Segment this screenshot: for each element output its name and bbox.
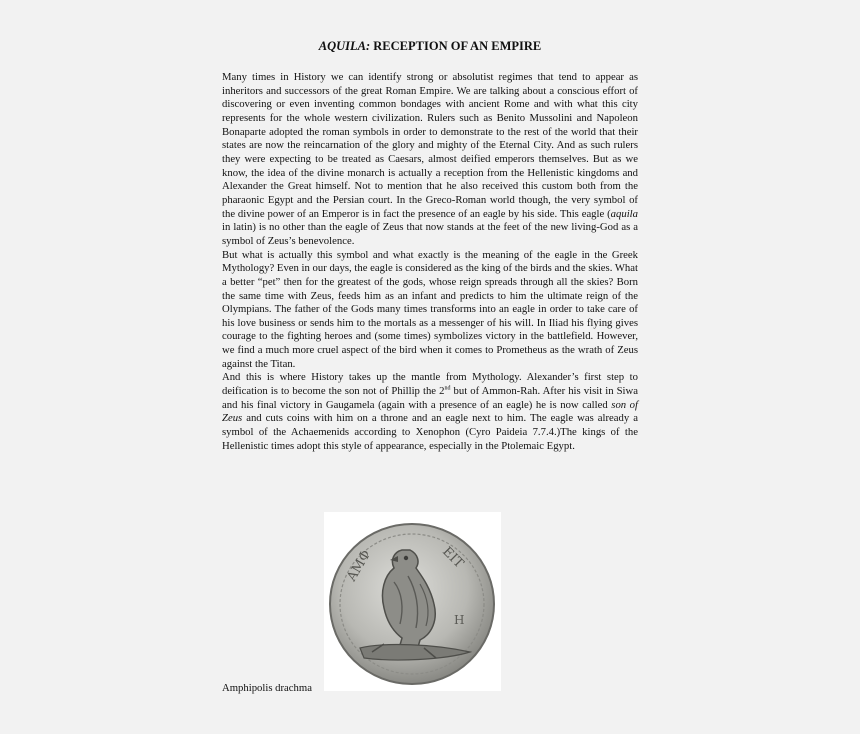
- coin-figure: [324, 512, 501, 691]
- paragraph-3-italic: son of Zeus: [222, 398, 638, 425]
- coin-eagle-icon: [324, 512, 501, 691]
- title-italic-part: AQUILA:: [318, 39, 371, 53]
- svg-text:Η: Η: [454, 613, 465, 627]
- paragraph-3-text-c: and cuts coins with him on a throne and an eagle next to him. The eagle was already a symbol of the Achaemenids according to Xenophon (Cyro Paideia 7.7.4.)The kings of the Hellenistic times adopt this style of appearance, especially in the Ptolemaic Egypt.: [222, 412, 638, 452]
- paragraph-1-italic: aquila: [610, 207, 638, 220]
- paragraph-1: [222, 71, 638, 249]
- title-rest: RECEPTION OF AN EMPIRE: [373, 39, 542, 53]
- paragraph-2: But what is actually this symbol and what exactly is the meaning of the eagle in the Greek Mythology? Even in our days, the eagle is considered as the king of the birds and the skies. What a better “pet” then for the greatest of the gods, whose reign spreads through all the skies? Born the same time with Zeus, feeds him as an infant and predicts to him the ultimate reign of the Olympians. The father of the Gods many times transforms into an eagle in order to take care of his love business or sends him to the mortals as a messenger of his will. In Iliad his flying gives courage to the fighting heroes and (some times) symbolizes victory in the battlefield. However, we find a much more cruel aspect of the bird when it comes to Prometheus as the wrath of Zeus against the Titan.: [222, 248, 638, 370]
- svg-text:ΑΜΦ: ΑΜΦ: [344, 547, 375, 584]
- article-title: [0, 38, 860, 54]
- ordinal-superscript: nd: [444, 385, 451, 392]
- paragraph-3-text-b: but of Ammon-Rah. After his visit in Siwa and his final victory in Gaugamela (again with a presence of an eagle) he is now called: [222, 385, 638, 411]
- article-body: [222, 71, 638, 453]
- paragraph-3-text-a: And this is where History takes up the mantle from Mythology. Alexander’s first step to deification is to become the son not of Phillip the 2: [222, 371, 638, 398]
- paragraph-1-end: in latin) is no other than the eagle of Zeus that now stands at the feet of the new living-God as a symbol of Zeus’s benevolence.: [222, 221, 638, 247]
- figure-caption: Amphipolis drachma: [222, 682, 312, 694]
- svg-text:ΕΙΤ: ΕΙΤ: [439, 544, 467, 572]
- paragraph-1-text: Many times in History we can identify strong or absolutist regimes that tend to appear as inheritors and successors of the great Roman Empire. We are talking about a conscious effort of discovering or even inventing common bondages with ancient Rome and with what this city represents for the whole western civilization. Rulers such as Benito Mussolini and Napoleon Bonaparte adopted the roman symbols in order to demonstrate to the rest of the world that their states are now the reincarnation of the glory and mighty of the Eternal City. And as such rulers they were expecting to be treated as Caesars, almost deified emperors themselves. But as we know, the idea of the divine monarch is actually a reception from the Hellenistic kingdoms and Alexander the Great himself. Not to mention that he also received this custom both from the pharaonic Egypt and the Persian court. In the Greco-Roman world though, the very symbol of the divine power of an Emperor is in fact the presence of an eagle by his side. This eagle (: [222, 71, 638, 220]
- paragraph-3: [222, 371, 638, 453]
